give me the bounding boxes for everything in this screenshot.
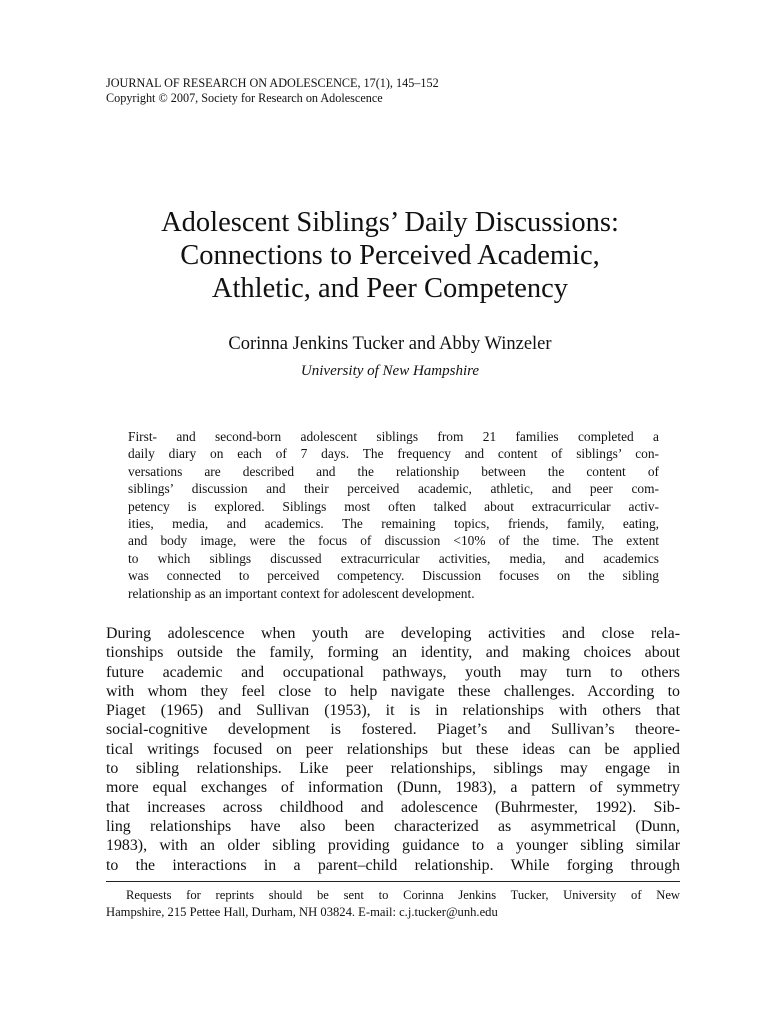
body-line: ling relationships have also been characterized as asymmetrical (Dunn, [106,817,680,835]
body-line: that increases across childhood and adolescence (Buhrmester, 1992). Sib- [106,798,680,816]
article-title [60,206,720,305]
footnote-line: Hampshire, 215 Pettee Hall, Durham, NH 03824. E-mail: c.j.tucker@unh.edu [106,904,498,919]
abstract-line: was connected to perceived competency. Discussion focuses on the sibling [128,568,659,584]
body-line: social-cognitive development is fostered. Piaget’s and Sullivan’s theore- [106,721,680,739]
abstract-line: ities, media, and academics. The remaining topics, friends, family, eating, [128,516,659,532]
footnote [106,887,680,920]
body-line: tionships outside the family, forming an identity, and making choices about [106,644,680,662]
abstract-line: to which siblings discussed extracurricular activities, media, and academics [128,550,659,566]
abstract-line: petency is explored. Siblings most often talked about extracurricular activ- [128,498,659,514]
body-line: Piaget (1965) and Sullivan (1953), it is in relationships with others that [106,702,680,720]
body-line: tical writings focused on peer relationships but these ideas can be applied [106,740,680,758]
author-names: Corinna Jenkins Tucker and Abby Winzeler [228,334,552,354]
footnote-line: Requests for reprints should be sent to Corinna Jenkins Tucker, University of New [126,888,680,902]
body-line: more equal exchanges of information (Dunn, 1983), a pattern of symmetry [106,779,680,797]
abstract-line: First- and second-born adolescent siblings from 21 families completed a [128,429,659,444]
abstract [128,428,659,602]
body-line: to sibling relationships. Like peer relationships, siblings may engage in [106,760,680,778]
body-paragraph [106,624,680,875]
title-line: Athletic, and Peer Competency [211,273,569,304]
body-line: to the interactions in a parent–child relationship. While forging through [106,856,680,874]
author-affiliation: University of New Hampshire [300,363,480,379]
body-line: future academic and occupational pathways, youth may turn to others [106,663,680,681]
journal-citation: JOURNAL OF RESEARCH ON ADOLESCENCE, 17(1), 145–152 [106,76,439,90]
body-line: During adolescence when youth are developing activities and close rela- [106,625,680,642]
footnote-divider [106,881,680,882]
title-line: Connections to Perceived Academic, [180,240,600,271]
abstract-line: versations are described and the relationship between the content of [128,463,659,479]
body-line: 1983), with an older sibling providing guidance to a younger sibling similar [106,837,680,855]
journal-header [106,76,439,106]
title-line: Adolescent Siblings’ Daily Discussions: [161,207,619,238]
abstract-line: siblings’ discussion and their perceived academic, athletic, and peer com- [128,481,659,497]
abstract-line: and body image, were the focus of discussion <10% of the time. The extent [128,533,659,549]
copyright-notice: Copyright © 2007, Society for Research on Adolescence [106,91,383,105]
abstract-line: relationship as an important context for adolescent development. [128,585,475,601]
abstract-line: daily diary on each of 7 days. The frequency and content of siblings’ con- [128,446,659,462]
body-line: with whom they feel close to help navigate these challenges. According to [106,682,680,700]
